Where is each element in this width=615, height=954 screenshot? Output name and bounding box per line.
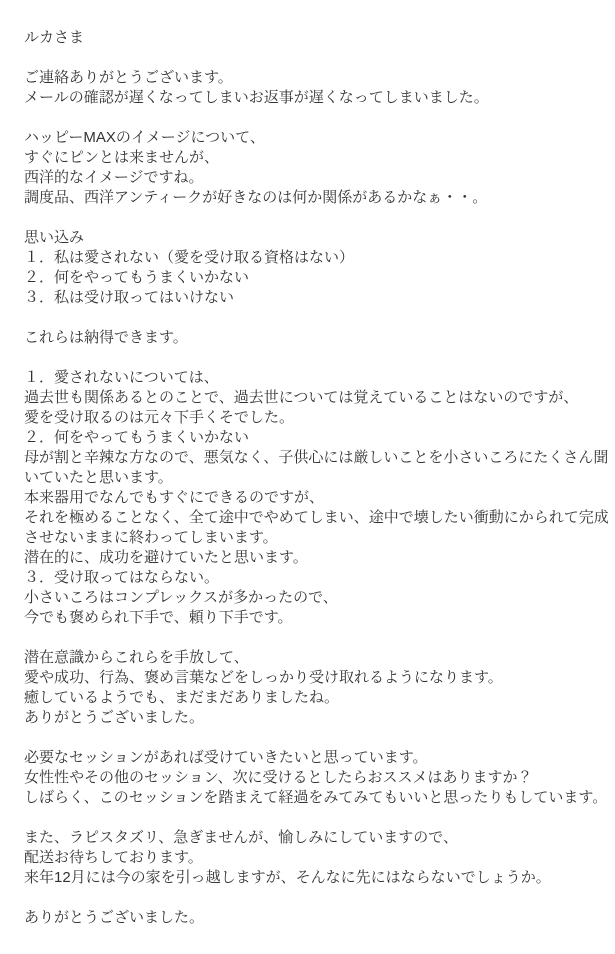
text-line: ルカさま: [24, 29, 85, 46]
text-line: 必要なセッションがあれば受けていきたいと思っています。: [24, 749, 428, 766]
text-line: ありがとうございました。: [24, 709, 205, 726]
text-line: メールの確認が遅くなってしまいお返事が遅くなってしまいました。: [24, 89, 489, 106]
text-line: それを極めることなく、全て途中でやめてしまい、途中で壊したい衝動にかられて完成させないままに終わってしまいます。: [24, 509, 609, 546]
paragraph-reply-apology: [24, 68, 610, 108]
text-line: 潜在意識からこれらを手放して、: [24, 649, 249, 666]
text-line: １．私は愛されない（愛を受け取る資格はない）: [24, 249, 355, 266]
text-line: 愛や成功、行為、褒め言葉などをしっかり受け取れるようになります。: [24, 669, 503, 686]
paragraph-acceptance: [24, 328, 610, 348]
text-line: また、ラピスタズリ、急ぎませんが、愉しみにしていますので、: [24, 829, 458, 846]
paragraph-closing-thanks: [24, 908, 610, 928]
paragraph-lapis-shipping: [24, 828, 610, 888]
paragraph-beliefs-list: [24, 228, 610, 308]
text-line: 配送お待ちしております。: [24, 849, 203, 866]
text-line: １．愛されないについては、: [24, 369, 219, 386]
text-line: 来年12月には今の家を引っ越しますが、そんなに先にはならないでしょうか。: [24, 869, 551, 886]
text-line: すぐにピンとは来ませんが、: [24, 149, 220, 166]
paragraph-next-session-questions: [24, 748, 610, 808]
text-line: ありがとうございました。: [24, 909, 205, 926]
text-line: ご連絡ありがとうございます。: [24, 69, 233, 86]
text-line: 母が割と辛辣な方なので、悪気なく、子供心には厳しいことを小さいころにたくさん聞いていたと思います。: [24, 449, 609, 486]
text-line: しばらく、このセッションを踏まえて経過をみてみてもいいと思ったりもしています。: [24, 789, 608, 806]
text-line: 癒しているようでも、まだまだありましたね。: [24, 689, 340, 706]
paragraph-happy-max-image: [24, 128, 610, 208]
text-line: 思い込み: [24, 229, 85, 246]
text-line: 西洋的なイメージですね。: [24, 169, 204, 186]
text-line: 調度品、西洋アンティークが好きなのは何か関係があるかなぁ・・。: [24, 189, 488, 206]
text-line: ３．受け取ってはならない。: [24, 569, 220, 586]
paragraph-greeting: [24, 28, 610, 48]
paragraph-release-summary: [24, 648, 610, 728]
text-line: ２．何をやってもうまくいかない: [24, 429, 250, 446]
text-line: 女性性やその他のセッション、次に受けるとしたらおススメはありますか？: [24, 769, 533, 786]
text-line: 小さいころはコンプレックスが多かったので、: [24, 589, 338, 606]
text-line: 愛を受け取るのは元々下手くそでした。: [24, 409, 295, 426]
text-line: これらは納得できます。: [24, 329, 188, 346]
text-line: ３．私は受け取ってはいけない: [24, 289, 235, 306]
paragraph-belief-details: [24, 368, 610, 628]
text-line: ハッピーMAXのイメージについて、: [24, 129, 265, 146]
text-line: 潜在的に、成功を避けていたと思います。: [24, 549, 308, 566]
text-line: ２．何をやってもうまくいかない: [24, 269, 250, 286]
text-line: 今でも褒められ下手で、頼り下手です。: [24, 609, 293, 626]
text-line: 本来器用でなんでもすぐにできるのですが、: [24, 489, 325, 506]
text-line: 過去世も関係あるとのことで、過去世については覚えていることはないのですが、: [24, 389, 579, 406]
